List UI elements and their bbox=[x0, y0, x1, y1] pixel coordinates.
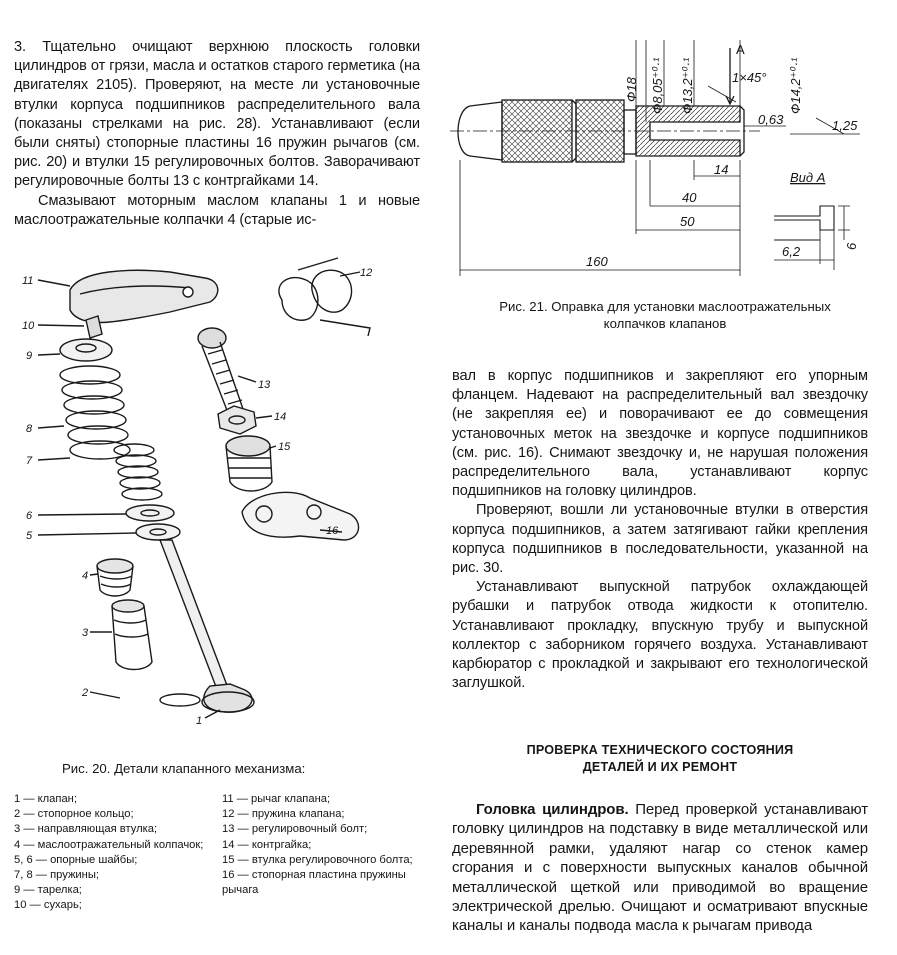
fig20-label-10: 10 bbox=[22, 320, 35, 332]
fig21-caption-line1: Рис. 21. Оправка для установки маслоотражательных bbox=[499, 299, 831, 314]
dim-r125: 1,25 bbox=[832, 118, 858, 133]
fig20-label-13: 13 bbox=[258, 379, 271, 391]
fig20-label-14: 14 bbox=[274, 411, 287, 423]
cylinder-head-title: Головка цилиндров. bbox=[476, 801, 629, 818]
washer-6-shape bbox=[126, 505, 174, 521]
fig21-caption bbox=[460, 298, 870, 332]
spring-plate-shape bbox=[60, 339, 112, 361]
bolt-bushing-shape bbox=[226, 436, 272, 491]
fig20-label-3: 3 bbox=[82, 627, 89, 639]
fig20-label-11: 11 bbox=[22, 275, 34, 287]
legend-item: 11 — рычаг клапана; bbox=[222, 793, 331, 805]
adjusting-bolt-shape bbox=[198, 328, 244, 418]
fig21-mandrel-drawing bbox=[440, 30, 885, 292]
fig20-label-2: 2 bbox=[82, 687, 89, 699]
dim-v6: 6 bbox=[844, 242, 859, 250]
dim-d132: Ф13,2⁺⁰·¹ bbox=[680, 57, 695, 114]
dim-d142: Ф14,2⁺⁰·¹ bbox=[788, 57, 803, 114]
legend-item: 16 — стопорная пластина пружины рычага bbox=[222, 869, 406, 897]
dim-view-mark: А bbox=[736, 42, 745, 57]
fig20-label-6: 6 bbox=[26, 510, 33, 522]
legend-item: 14 — контргайка; bbox=[222, 838, 312, 851]
rocker-arm-shape bbox=[70, 270, 218, 322]
section-heading bbox=[452, 742, 868, 776]
dim-d805: Ф8,05⁺⁰·¹ bbox=[650, 57, 665, 114]
legend-item: 10 — сухарь; bbox=[14, 899, 82, 912]
section-heading-line2: ДЕТАЛЕЙ И ИХ РЕМОНТ bbox=[582, 760, 738, 774]
legend-item: 3 — направляющая втулка; bbox=[14, 823, 158, 836]
fig20-label-1: 1 bbox=[196, 715, 203, 727]
legend-item: 4 — маслоотражательный колпачок; bbox=[14, 838, 204, 851]
fig21-caption-line2: колпачков клапанов bbox=[603, 316, 727, 331]
section-heading-line1: ПРОВЕРКА ТЕХНИЧЕСКОГО СОСТОЯНИЯ bbox=[526, 743, 794, 757]
dim-chamfer: 1×45° bbox=[732, 70, 767, 85]
view-a-sketch bbox=[774, 206, 834, 240]
legend-item: 13 — регулировочный болт; bbox=[222, 823, 368, 836]
retaining-ring-shape bbox=[160, 694, 200, 706]
inner-spring-shape bbox=[114, 444, 162, 500]
fig20-label-4: 4 bbox=[82, 570, 89, 582]
legend-item: 5, 6 — опорные шайбы; bbox=[14, 853, 138, 866]
paragraph-step-3: 3. Тщательно очищают верхнюю плоскость головки цилиндров от грязи, масла и остатков старого герметика (на двигателях 2105). Проверяют, на месте ли установочные втулки корпуса подшипников распределительного вала (показаны стрелками на рис. 28). Устанавливают (если были сняты) стопорные пластины 16 пружин рычагов (см. рис. 20) и втулки 15 регулировочных болтов. Заворачивают регулировочные болты 13 с контргайками 14. bbox=[14, 39, 420, 190]
fig20-label-7: 7 bbox=[26, 455, 33, 467]
paragraph-install-pipe: Устанавливают выпускной патрубок охлаждающей рубашки и патрубок отвода жидкости к отопителю. Устанавливают прокладку, впускную трубу и выпускной коллектор с заборником горячего воздуха. Устанавливают карбюратор с прокладкой и закрывают его технологической заглушкой. bbox=[452, 579, 868, 692]
valve-shape bbox=[160, 540, 254, 712]
washer-5-shape bbox=[136, 524, 180, 540]
cylinder-head-section bbox=[452, 800, 868, 955]
legend-item: 7, 8 — пружины; bbox=[14, 869, 99, 882]
fig20-legend-right bbox=[222, 792, 422, 898]
right-text bbox=[452, 367, 868, 693]
fig20-label-16: 16 bbox=[326, 525, 339, 537]
fig20-label-9: 9 bbox=[26, 350, 33, 362]
fig20-label-12: 12 bbox=[360, 267, 373, 279]
dim-d18: Ф18 bbox=[624, 77, 639, 102]
paragraph-check-bushings: Проверяют, вошли ли установочные втулки в отверстия корпуса подшипников, а затем затягивают гайки крепления корпуса подшипников в последовательности, указанной на рис. 30. bbox=[452, 502, 868, 577]
guide-sleeve-shape bbox=[112, 600, 152, 670]
dim-l160: 160 bbox=[586, 254, 608, 269]
legend-item: 12 — пружина клапана; bbox=[222, 808, 345, 821]
fig20-valve-parts-drawing bbox=[20, 250, 420, 735]
stop-plate-shape bbox=[242, 492, 359, 540]
fig20-label-8: 8 bbox=[26, 423, 33, 435]
cylinder-head-text: Перед проверкой устанавливают головку цилиндров на подставку в виде металлической или деревянной рамки, удаляют нагар со стенок камер сгорания и с поверхности выпускных каналов обычной металлической щеткой или приводимой во вращение электрической дрелью. Очищают и осматривают впускные каналы и каналы подвода масла к рычагам привода bbox=[452, 801, 868, 935]
lock-nut-shape bbox=[218, 406, 256, 434]
dim-view-title: Вид А bbox=[790, 170, 826, 185]
dim-r063: 0,63 bbox=[758, 112, 784, 127]
fig20-caption: Рис. 20. Детали клапанного механизма: bbox=[62, 761, 306, 776]
dim-l40: 40 bbox=[682, 190, 697, 205]
paragraph-lubricate: Смазывают моторным маслом клапаны 1 и новые маслоотражательные колпачки 4 (старые ис- bbox=[14, 192, 420, 228]
paragraph-camshaft: вал в корпус подшипников и закрепляют его упорным фланцем. Надевают на распределительный вал звездочку (не закрепляя ее) и поворачивают ее до совмещения установочных меток на звездочке и корпусе подшипников (см. рис. 16). Снимают звездочку и, не нарушая положения распределительного вала, устанавливают корпус подшипников на головку цилиндров. bbox=[452, 368, 868, 500]
outer-spring-shape bbox=[60, 366, 130, 459]
oil-cap-shape bbox=[97, 559, 133, 596]
fig20-label-5: 5 bbox=[26, 530, 33, 542]
fig20-label-15: 15 bbox=[278, 441, 291, 453]
paragraph-cylinder-head bbox=[452, 800, 868, 936]
legend-item: 2 — стопорное кольцо; bbox=[14, 808, 134, 821]
left-top-text bbox=[14, 38, 420, 230]
dim-v62: 6,2 bbox=[782, 244, 801, 259]
legend-item: 9 — тарелка; bbox=[14, 884, 82, 897]
legend-item: 1 — клапан; bbox=[14, 793, 77, 805]
fig20-legend-left bbox=[14, 792, 214, 914]
dim-l14: 14 bbox=[714, 162, 729, 177]
legend-item: 15 — втулка регулировочного болта; bbox=[222, 853, 413, 866]
dim-l50: 50 bbox=[680, 214, 695, 229]
